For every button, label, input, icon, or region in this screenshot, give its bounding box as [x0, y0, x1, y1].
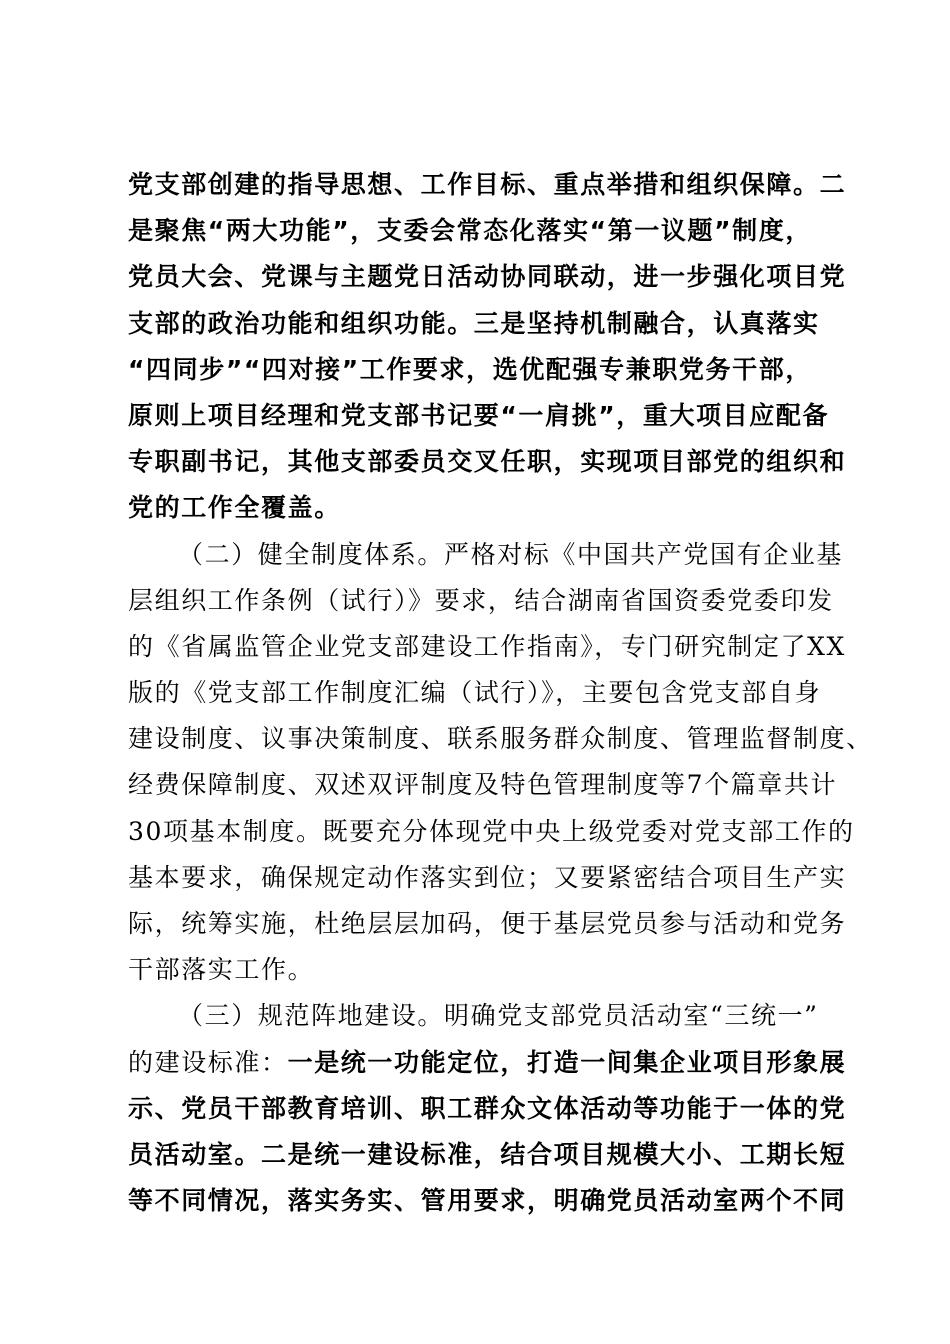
- text-line: 示、党员干部教育培训、职工群众文体活动等功能于一体的党: [128, 1093, 847, 1123]
- document-body: [128, 162, 873, 1224]
- text-line: 党的工作全覆盖。: [128, 493, 341, 523]
- paragraph-1-bold: [128, 162, 847, 532]
- text-line: 干部落实工作。: [128, 955, 315, 985]
- text-span-normal: 的建设标准：: [128, 1047, 288, 1077]
- text-line: 员活动室。二是统一建设标准，结合项目规模大小、工期长短: [128, 1139, 847, 1169]
- text-line: 经费保障制度、双述双评制度及特色管理制度等7个篇章共计: [128, 770, 838, 800]
- text-line: 原则上项目经理和党支部书记要“一肩挑”，重大项目应配备: [128, 400, 830, 430]
- text-line: 支部的政治功能和组织功能。三是坚持机制融合，认真落实: [128, 308, 820, 338]
- text-line-mixed: [128, 1040, 847, 1086]
- paragraph-2: [128, 532, 873, 994]
- text-line: “四同步”“四对接”工作要求，选优配强专兼职党务干部，: [128, 354, 812, 384]
- paragraph-heading-line: （三）规范阵地建设。明确党支部党员活动室“三统一”: [178, 1001, 819, 1031]
- text-line: 30项基本制度。既要充分体现党中央上级党委对党支部工作的: [128, 816, 855, 846]
- text-line: 版的《党支部工作制度汇编（试行）》，主要包含党支部自身: [128, 678, 822, 708]
- paragraph-heading-line: （二）健全制度体系。严格对标《中国共产党国有企业基: [178, 539, 844, 569]
- text-line: 建设制度、议事决策制度、联系服务群众制度、管理监督制度、: [128, 724, 873, 754]
- text-span-bold: 一是统一功能定位，打造一间集企业项目形象展: [287, 1047, 847, 1077]
- text-line: 党支部创建的指导思想、工作目标、重点举措和组织保障。二: [128, 170, 847, 199]
- text-line: 层组织工作条例（试行）》要求，结合湖南省国资委党委印发: [128, 585, 834, 615]
- text-line: 专职副书记，其他支部委员交叉任职，实现项目部党的组织和: [128, 447, 847, 477]
- text-line: 基本要求，确保规定动作落实到位；又要紧密结合项目生产实: [128, 862, 847, 892]
- text-line: 等不同情况，落实务实、管用要求，明确党员活动室两个不同: [128, 1186, 847, 1216]
- text-line: 是聚焦“两大功能”，支委会常态化落实“第一议题”制度，: [128, 216, 812, 246]
- text-line: 党员大会、党课与主题党日活动协同联动，进一步强化项目党: [128, 262, 847, 292]
- text-line: 际，统筹实施，杜绝层层加码，便于基层党员参与活动和党务: [128, 909, 847, 938]
- paragraph-3: [128, 993, 847, 1224]
- text-line: 的《省属监管企业党支部建设工作指南》，专门研究制定了XX: [128, 631, 846, 661]
